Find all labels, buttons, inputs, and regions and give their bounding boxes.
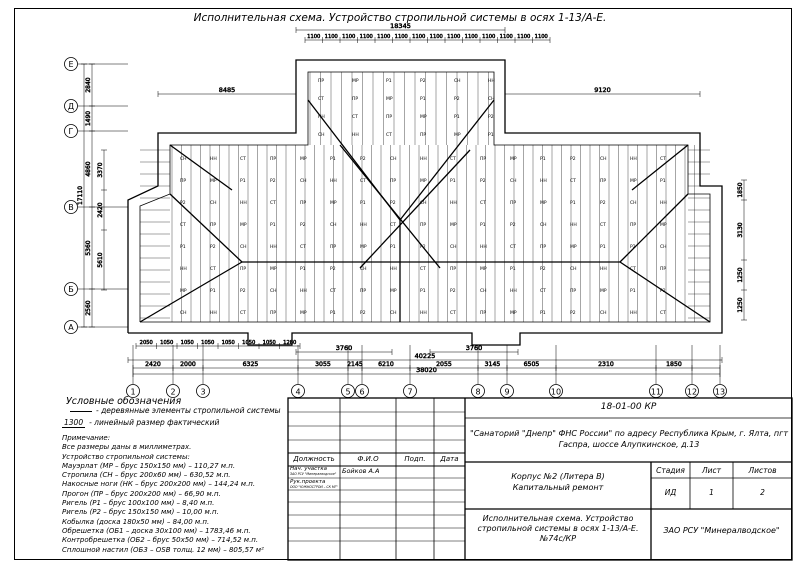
element-label: ПР [660, 267, 667, 272]
element-label: Р1 [360, 201, 366, 206]
element-label: МР [270, 267, 277, 272]
element-label: МР [630, 179, 637, 184]
dim-axis-span: 6505 [523, 361, 540, 368]
dim-bottom-chain: 1280 [283, 340, 297, 346]
tb-company: ЗАО РСУ "Минералводское" [663, 526, 780, 535]
element-label: ПР [480, 157, 487, 162]
dim-top-chain: 1100 [324, 34, 338, 40]
element-label: ПР [420, 133, 427, 138]
dim-left-total: 17110 [77, 185, 84, 206]
element-label: Р1 [488, 133, 494, 138]
element-label: МР [240, 223, 247, 228]
element-label: Р2 [510, 223, 516, 228]
element-label: ПР [420, 223, 427, 228]
element-label: НН [510, 289, 517, 294]
element-label: ПР [240, 267, 247, 272]
legend-item1-label: - деревянные элементы стропильной системы [96, 406, 281, 415]
tb-sheets: 2 [760, 488, 765, 497]
element-label: СН [660, 245, 667, 250]
element-label: СН [600, 157, 607, 162]
tb-sheet: 1 [709, 488, 714, 497]
tb-row2-org: ООО "ЮЖНОСТРОЙ – СК МГ" [290, 485, 338, 489]
dim-left-row: 4860 [85, 161, 92, 177]
tb-sheet-label: Лист [701, 466, 721, 475]
element-label: СН [180, 157, 187, 162]
tb-row1-org: ЗАО РСУ "Минералводское" [290, 472, 337, 476]
element-label: СН [270, 289, 277, 294]
element-label: МР [420, 179, 427, 184]
element-label: Р1 [600, 245, 606, 250]
dim-bottom-chain: 1050 [180, 340, 194, 346]
element-label: СТ [330, 289, 336, 294]
element-label: СТ [630, 267, 636, 272]
dim-top-chain: 1100 [534, 34, 548, 40]
element-label: НН [660, 201, 667, 206]
element-label: МР [386, 97, 393, 102]
element-label: СТ [540, 289, 546, 294]
tb-col-date: Дата [440, 455, 459, 463]
element-label: СТ [300, 245, 306, 250]
element-label: Р1 [390, 245, 396, 250]
element-label: СН [450, 245, 457, 250]
axis-label-row: Д [67, 102, 75, 111]
element-label: ПР [450, 267, 457, 272]
element-label: ПР [270, 311, 277, 316]
element-label: ПР [360, 289, 367, 294]
element-label: СН [330, 223, 337, 228]
note-line: Ригель (Р2 – брус 150х150 мм) – 10,00 м.п. [62, 508, 219, 517]
tb-row1-post: Нач. участка [290, 466, 328, 472]
element-label: СТ [180, 223, 186, 228]
element-label: СТ [570, 179, 576, 184]
element-label: ПР [180, 179, 187, 184]
element-label: СН [360, 267, 367, 272]
note-line: Контробрешетка (ОБ2 – брус 50х50 мм) – 714,52 м.п. [62, 536, 259, 545]
dim-right-small: 3130 [737, 222, 744, 238]
element-label: СН [600, 311, 607, 316]
tb-row2-post: Рук.проекта [290, 479, 326, 485]
element-label: МР [300, 311, 307, 316]
element-label: СТ [270, 201, 276, 206]
element-label: НН [390, 267, 397, 272]
element-label: НН [318, 115, 325, 120]
dim-top-chain: 1100 [464, 34, 478, 40]
axis-label-col: 1 [130, 387, 136, 397]
element-label: СТ [510, 245, 516, 250]
dim-bottom-mid-right: 3760 [465, 344, 483, 352]
dim-right-small: 1850 [737, 182, 744, 198]
dim-left-small: 3370 [97, 162, 104, 178]
element-label: Р1 [330, 311, 336, 316]
element-label: Р1 [180, 245, 186, 250]
dim-axis-span: 3055 [315, 361, 331, 368]
element-label: ПР [540, 245, 547, 250]
element-label: СН [318, 133, 325, 138]
dim-axis-span: 6325 [242, 361, 259, 368]
element-label: МР [300, 157, 307, 162]
element-label: ПР [570, 289, 577, 294]
element-label: Р2 [600, 201, 606, 206]
element-label: ПР [270, 157, 277, 162]
element-label: НН [420, 311, 427, 316]
element-label: МР [420, 115, 427, 120]
note-line: Стропила (СН – брус 200х60 мм) – 630,52 м.п. [62, 471, 231, 480]
axis-label-row: В [68, 203, 74, 212]
dim-top-chain: 1100 [482, 34, 496, 40]
element-label: ПР [386, 115, 393, 120]
tb-stage-label: Стадия [656, 466, 685, 475]
element-label: НН [180, 267, 187, 272]
element-label: ПР [630, 223, 637, 228]
element-label: СН [630, 201, 637, 206]
element-label: СН [570, 267, 577, 272]
element-label: Р1 [454, 115, 460, 120]
element-label: ПР [300, 201, 307, 206]
note-line: Ригель (Р1 – брус 100х100 мм) – 8,40 м.п. [62, 499, 215, 508]
element-label: Р1 [480, 223, 486, 228]
dim-top-chain: 1100 [447, 34, 461, 40]
element-label: МР [330, 201, 337, 206]
axis-label-col: 2 [170, 387, 176, 397]
tb-project: "Санаторий "Днепр" ФНС России" по адресу Республика Крым, г. Ялта, пгт Гаспра, шоссе Алупкинское, д.13 [470, 429, 788, 449]
axis-label-row: А [68, 323, 74, 332]
element-label: СН [540, 223, 547, 228]
element-label: СН [180, 311, 187, 316]
dim-bottom-total: 38020 [416, 366, 437, 374]
axis-label-col: 9 [504, 387, 510, 397]
axis-label-row: Е [68, 60, 74, 69]
element-label: СТ [360, 179, 366, 184]
element-label: Р1 [386, 79, 392, 84]
element-label: СТ [480, 201, 486, 206]
element-label: НН [210, 157, 217, 162]
element-label: МР [510, 157, 517, 162]
element-label: МР [660, 223, 667, 228]
element-label: СН [210, 201, 217, 206]
dim-top-left: 8485 [218, 86, 236, 94]
element-label: ПР [352, 97, 359, 102]
dim-axis-span: 2310 [598, 361, 614, 368]
element-label: СТ [450, 157, 456, 162]
element-label: НН [480, 245, 487, 250]
element-label: Р2 [570, 311, 576, 316]
element-label: Р1 [210, 289, 216, 294]
element-label: Р1 [510, 267, 516, 272]
dim-top-chain: 1100 [342, 34, 356, 40]
tb-col-name: Ф.И.О [357, 455, 379, 463]
axis-label-row: Г [68, 127, 74, 136]
dim-axis-span: 3145 [484, 361, 501, 368]
element-label: Р1 [450, 179, 456, 184]
element-label: СТ [390, 223, 396, 228]
element-label: ПР [390, 179, 397, 184]
dim-left-small: 2420 [97, 202, 104, 218]
dim-top-chain: 1100 [359, 34, 373, 40]
element-label: НН [420, 157, 427, 162]
dim-axis-span: 2055 [436, 361, 452, 368]
element-label: СТ [210, 267, 216, 272]
element-label: МР [510, 311, 517, 316]
element-label: Р2 [570, 157, 576, 162]
axis-label-col: 6 [359, 387, 365, 397]
element-label: НН [210, 311, 217, 316]
dim-axis-span: 2420 [145, 361, 161, 368]
element-label: СТ [386, 133, 392, 138]
element-label: НН [270, 245, 277, 250]
note-line: Накосные ноги (НК – брус 200х200 мм) – 144,24 м.п. [62, 480, 256, 489]
dim-top-chain: 1100 [377, 34, 391, 40]
element-label: Р2 [390, 201, 396, 206]
axis-label-col: 11 [650, 387, 662, 397]
element-label: НН [240, 201, 247, 206]
element-label: СТ [660, 311, 666, 316]
element-label: Р2 [630, 245, 636, 250]
element-label: ПР [510, 201, 517, 206]
axis-label-col: 10 [550, 387, 562, 397]
element-label: МР [480, 267, 487, 272]
element-label: Р2 [210, 245, 216, 250]
tb-row1-name: Бойков А.А [342, 467, 380, 475]
dim-top-right: 9120 [594, 86, 611, 94]
note-line: Кобылка (доска 180х50 мм) – 84,00 м.п. [62, 517, 210, 526]
element-label: Р1 [570, 201, 576, 206]
axis-label-col: 3 [200, 387, 206, 397]
element-label: Р2 [420, 79, 426, 84]
element-label: МР [540, 201, 547, 206]
note-line: Мауэрлат (МР – брус 150х150 мм) – 110,27 м.п. [62, 461, 236, 470]
element-label: Р2 [330, 267, 336, 272]
element-label: ПР [480, 311, 487, 316]
element-label: Р2 [180, 201, 186, 206]
element-label: СН [454, 79, 461, 84]
tb-col-post: Должность [293, 455, 335, 463]
element-label: Р2 [420, 245, 426, 250]
element-label: Р2 [454, 97, 460, 102]
element-label: Р1 [300, 267, 306, 272]
dim-bottom-mid-left: 3760 [335, 344, 353, 352]
note-line: Прогон (ПР – брус 200х200 мм) – 66,90 м.п. [62, 489, 221, 498]
legend-title: Условные обозначения [66, 396, 182, 407]
element-label: Р2 [660, 289, 666, 294]
element-label: СН [488, 97, 495, 102]
element-label: ПР [330, 245, 337, 250]
element-label: Р2 [488, 115, 494, 120]
dim-bottom-chain: 1050 [262, 340, 276, 346]
element-label: НН [330, 179, 337, 184]
element-label: НН [352, 133, 359, 138]
element-label: Р1 [330, 157, 336, 162]
element-label: СН [300, 179, 307, 184]
element-label: МР [450, 223, 457, 228]
note-line: Сплошной настил (ОБ3 – OSB толщ. 12 мм) – 805,57 м² [62, 545, 264, 554]
element-label: НН [488, 79, 495, 84]
dim-bottom-chain: 1050 [160, 340, 174, 346]
element-label: НН [360, 223, 367, 228]
element-label: МР [570, 245, 577, 250]
element-label: СТ [660, 157, 666, 162]
element-label: Р2 [360, 157, 366, 162]
element-label: СТ [420, 267, 426, 272]
element-label: ПР [210, 223, 217, 228]
element-label: МР [390, 289, 397, 294]
drawing-title: Исполнительная схема. Устройство стропильной системы в осях 1-13/А-Е. [193, 12, 607, 24]
element-label: Р2 [270, 179, 276, 184]
note-line: Обрешетка (ОБ1 – доска 30х100 мм) – 1783,46 м.п. [62, 526, 251, 535]
element-label: Р1 [420, 289, 426, 294]
dim-bottom-chain: 1050 [242, 340, 256, 346]
axis-label-col: 13 [714, 387, 726, 397]
element-label: Р1 [630, 289, 636, 294]
dim-left-row: 2840 [85, 77, 92, 93]
element-label: Р1 [540, 157, 546, 162]
legend-item2-label: - линейный размер фактический [89, 418, 220, 427]
axis-label-col: 7 [407, 387, 413, 397]
element-label: СН [510, 179, 517, 184]
dim-top-chain: 1100 [429, 34, 443, 40]
dim-left-row: 5360 [85, 240, 92, 256]
element-label: Р1 [420, 97, 426, 102]
dim-bottom-total-inner: 40225 [414, 352, 436, 360]
dim-top-chain: 1100 [394, 34, 408, 40]
dim-left-row: 2560 [85, 300, 92, 316]
element-label: СН [240, 245, 247, 250]
dim-right-small: 1250 [737, 267, 744, 283]
tb-stage: ИД [664, 488, 677, 497]
axis-label-col: 12 [686, 387, 698, 397]
dim-bottom-chain: 2050 [139, 340, 153, 346]
element-label: СН [390, 311, 397, 316]
dim-top-chain: 1100 [412, 34, 426, 40]
element-label: ПР [318, 79, 325, 84]
element-label: СТ [318, 97, 324, 102]
dim-top-total: 18345 [390, 22, 411, 30]
dim-left-row: 1490 [85, 110, 92, 127]
tb-code: 18-01-00 КР [600, 402, 657, 412]
dim-axis-span: 1850 [666, 361, 682, 368]
dim-right-small: 1250 [737, 297, 744, 313]
axis-label-col: 8 [475, 387, 481, 397]
element-label: МР [180, 289, 187, 294]
element-label: Р2 [480, 179, 486, 184]
tb-sheet-title: Исполнительная схема. Устройство стропильной системы в осях 1-13/А-Е. №74с/КР [477, 514, 639, 543]
element-label: НН [630, 311, 637, 316]
tb-col-sign: Подп. [404, 455, 426, 463]
axis-label-row: Б [68, 285, 74, 294]
element-label: МР [352, 79, 359, 84]
element-label: Р2 [300, 223, 306, 228]
legend-dimension-sample: 1300 [64, 418, 84, 427]
element-label: Р1 [240, 179, 246, 184]
element-label: МР [210, 179, 217, 184]
element-label: Р2 [540, 267, 546, 272]
element-label: МР [600, 289, 607, 294]
axis-label-col: 5 [345, 387, 351, 397]
element-label: НН [450, 201, 457, 206]
notes-heading: Примечание: [62, 434, 111, 442]
element-label: НН [540, 179, 547, 184]
element-label: НН [600, 267, 607, 272]
dim-bottom-chain: 1050 [221, 340, 235, 346]
element-label: НН [630, 157, 637, 162]
note-line: Все размеры даны в миллиметрах. [62, 443, 192, 452]
element-label: СТ [352, 115, 358, 120]
element-label: ПР [600, 179, 607, 184]
note-line: Устройство стропильной системы: [62, 452, 190, 461]
element-label: СТ [240, 311, 246, 316]
dim-left-small: 5610 [97, 252, 104, 268]
element-label: Р2 [450, 289, 456, 294]
element-label: СТ [600, 223, 606, 228]
dim-top-chain: 1100 [307, 34, 321, 40]
tb-sheets-label: Листов [748, 466, 777, 475]
dim-axis-span: 2000 [180, 361, 196, 368]
element-label: МР [360, 245, 367, 250]
dim-top-chain: 1100 [517, 34, 531, 40]
element-label: Р1 [540, 311, 546, 316]
element-label: СН [480, 289, 487, 294]
element-label: Р1 [660, 179, 666, 184]
element-label: СН [390, 157, 397, 162]
element-label: Р2 [240, 289, 246, 294]
dim-axis-span: 2145 [347, 361, 363, 368]
tb-object: Корпус №2 (Литера В) Капитальный ремонт [511, 472, 605, 492]
element-label: НН [300, 289, 307, 294]
element-label: Р2 [360, 311, 366, 316]
element-label: СН [420, 201, 427, 206]
element-label: СТ [240, 157, 246, 162]
dim-top-chain: 1100 [499, 34, 513, 40]
element-label: МР [454, 133, 461, 138]
element-label: Р1 [270, 223, 276, 228]
axis-label-col: 4 [295, 387, 301, 397]
element-label: СТ [450, 311, 456, 316]
element-label: НН [570, 223, 577, 228]
dim-axis-span: 6210 [378, 361, 394, 368]
dim-bottom-chain: 1050 [201, 340, 215, 346]
